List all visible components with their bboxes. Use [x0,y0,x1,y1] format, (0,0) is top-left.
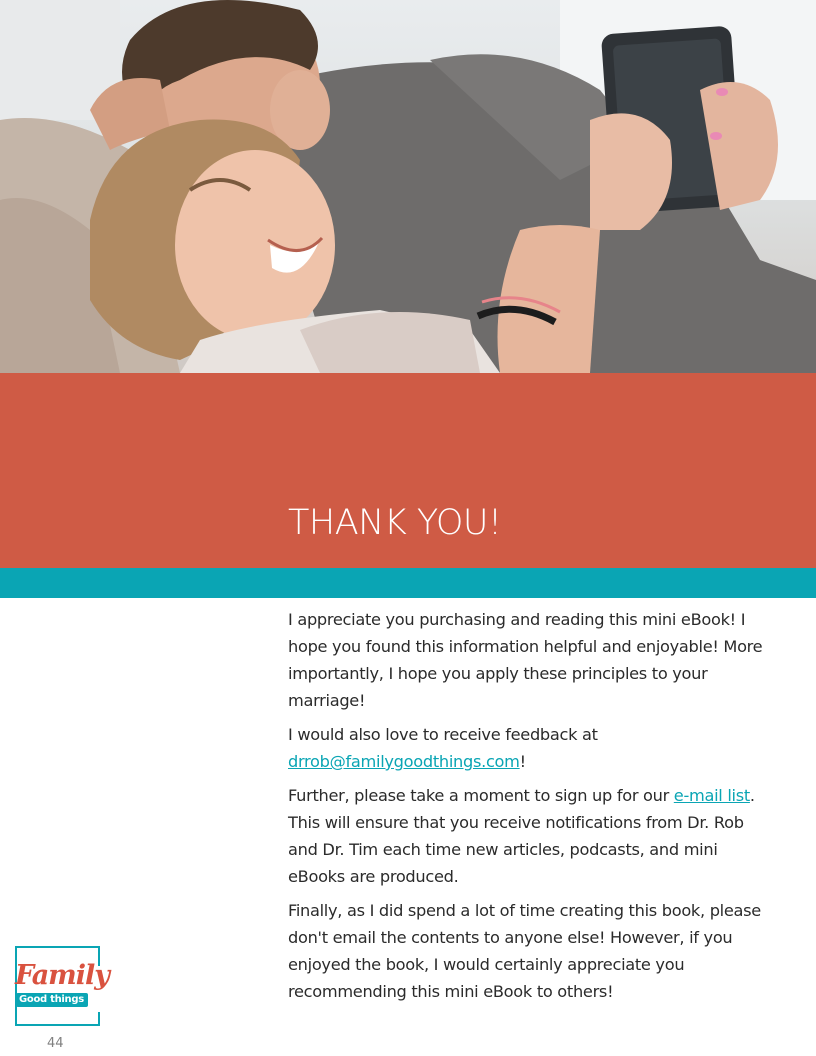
signup-text: Further, please take a moment to sign up for our [288,786,669,805]
paragraph-signup [288,782,778,890]
paragraph-request: Finally, as I did spend a lot of time creating this book, please don't email the contents to anyone else! However, if you enjoyed the book, I would certainly appreciate you recommending this mini eBook to others! [288,901,761,1001]
family-good-things-logo [15,946,109,1026]
couple-reading-tablet-image [0,0,816,373]
hero-photo [0,0,816,373]
logo-family-word: Family [15,960,109,991]
paragraph-feedback [288,721,778,775]
paragraph-appreciation: I appreciate you purchasing and reading this mini eBook! I hope you found this information helpful and enjoyable! More importantly, I hope you apply these principles to your marriage! [288,610,763,710]
feedback-text: I would also love to receive feedback at [288,725,598,744]
page-title: THANK YOU! [288,503,502,543]
feedback-end: ! [519,752,526,771]
page-number: 44 [47,1036,64,1051]
email-list-link[interactable]: e-mail list [673,786,750,805]
signup-text-end: . This will ensure that you receive notifications from Dr. Rob and Dr. Tim each time new articles, podcasts, and mini eBooks are produced. [288,786,755,886]
body-text [288,606,778,1012]
logo-good-things-word: Good things [16,993,88,1007]
email-link[interactable]: drrob@familygoodthings.com [288,752,520,771]
teal-accent-strip [0,568,816,598]
